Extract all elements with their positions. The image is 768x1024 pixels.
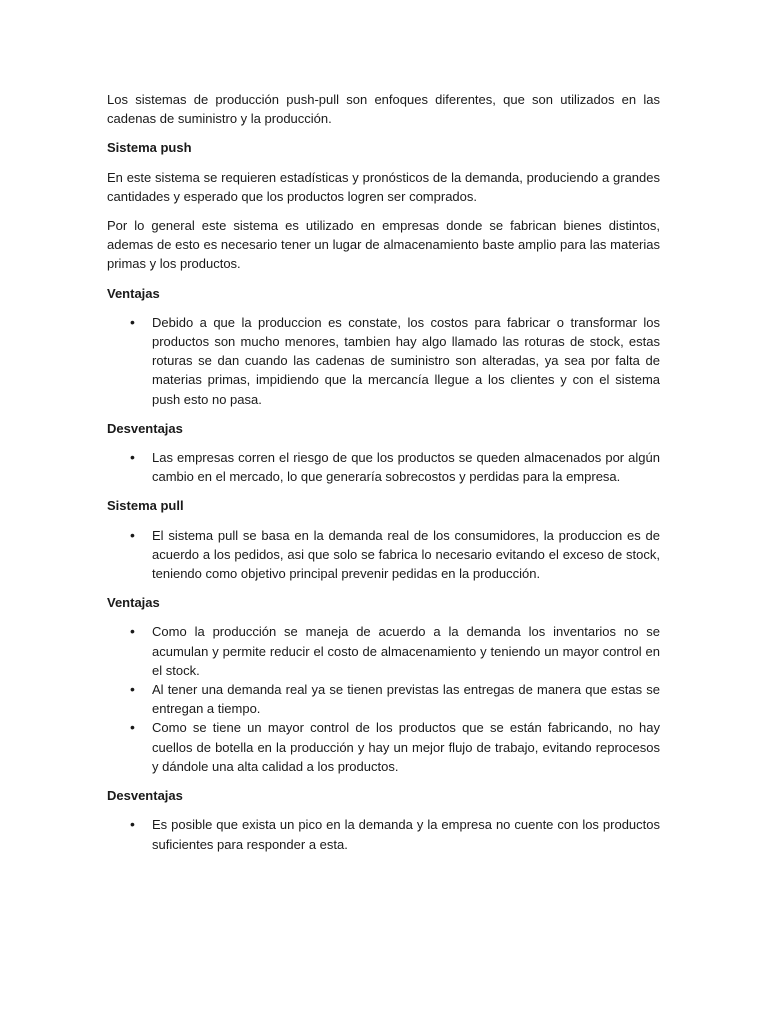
intro-paragraph: Los sistemas de producción push-pull son enfoques diferentes, que son utilizados en las cadenas de suministro y la producción. bbox=[107, 92, 660, 127]
list-item: • Al tener una demanda real ya se tienen previstas las entregas de manera que estas se entregan a tiempo. bbox=[152, 680, 660, 718]
push-paragraph-2: Por lo general este sistema es utilizado en empresas donde se fabrican bienes distintos, ademas de esto es necesario tener un lugar de almacenamiento baste amplio para las materias primas y los productos. bbox=[107, 218, 660, 272]
list-item: • El sistema pull se basa en la demanda real de los consumidores, la produccion es de acuerdo a los pedidos, asi que solo se fabrica lo necesario evitando el exceso de stock, teniendo como objetivo principal prevenir pedidas en la producción. bbox=[152, 526, 660, 584]
pull-ventajas-heading: Ventajas bbox=[107, 595, 160, 611]
pull-ventajas-list bbox=[107, 622, 660, 776]
pull-heading: Sistema pull bbox=[107, 498, 184, 514]
pull-desventajas-heading: Desventajas bbox=[107, 788, 183, 804]
list-item: • Es posible que exista un pico en la demanda y la empresa no cuente con los productos suficientes para responder a esta. bbox=[152, 815, 660, 853]
pull-desventajas-list bbox=[107, 815, 660, 853]
push-desventajas-heading: Desventajas bbox=[107, 420, 183, 436]
list-item: • Las empresas corren el riesgo de que los productos se queden almacenados por algún cambio en el mercado, lo que generaría sobrecostos y perdidas para la empresa. bbox=[152, 448, 660, 486]
document-page bbox=[107, 90, 660, 864]
list-item: • Como la producción se maneja de acuerdo a la demanda los inventarios no se acumulan y permite reducir el costo de almacenamiento y teniendo un mayor control en el stock. bbox=[152, 622, 660, 680]
push-ventajas-list bbox=[107, 313, 660, 409]
push-paragraph-1: En este sistema se requieren estadísticas y pronósticos de la demanda, produciendo a grandes cantidades y esperado que los productos logren ser comprados. bbox=[107, 169, 660, 204]
list-item: • Debido a que la produccion es constate, los costos para fabricar o transformar los productos son mucho menores, tambien hay algo llamado las roturas de stock, estas roturas se dan cuando las cadenas de suministro son alteradas, ya sea por falta de materias primas, impidiendo que la mercancía llegue a los clientes y con el sistema push esto no pasa. bbox=[152, 313, 660, 409]
list-item: • Como se tiene un mayor control de los productos que se están fabricando, no hay cuellos de botella en la producción y hay un mejor flujo de trabajo, evitando reprocesos y dándole una alta calidad a los productos. bbox=[152, 718, 660, 776]
push-ventajas-heading: Ventajas bbox=[107, 285, 160, 301]
push-heading: Sistema push bbox=[107, 140, 192, 156]
push-desventajas-list bbox=[107, 448, 660, 486]
pull-description-list bbox=[107, 526, 660, 584]
